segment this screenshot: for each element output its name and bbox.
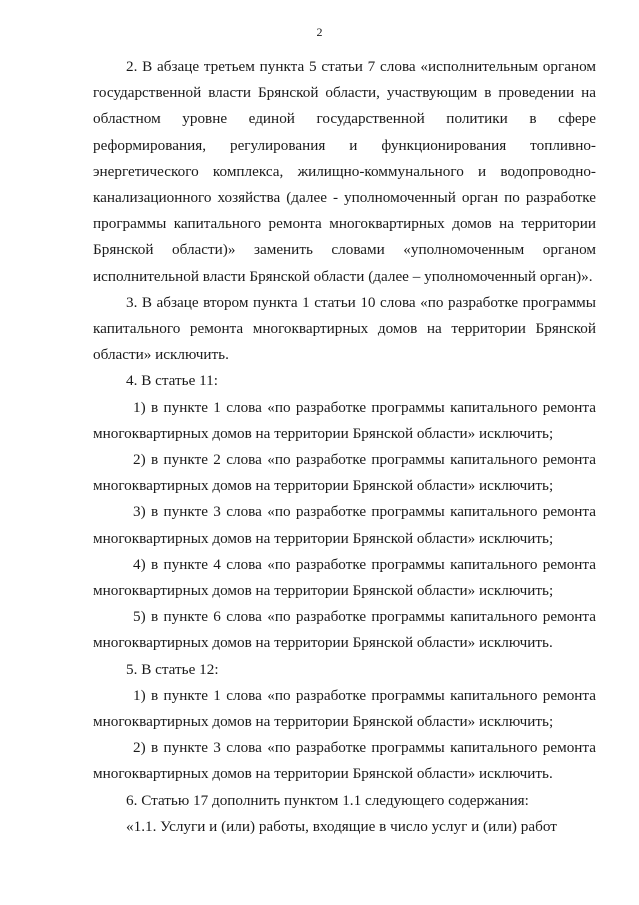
subparagraph-4-3: 3) в пункте 3 слова «по разработке программы капитального ремонта многоквартирных домов на территории Брянской области» исключить; <box>93 503 596 547</box>
subparagraph-4-5: 5) в пункте 6 слова «по разработке программы капитального ремонта многоквартирных домов на территории Брянской области» исключить. <box>93 608 596 652</box>
subparagraph-4-1: 1) в пункте 1 слова «по разработке программы капитального ремонта многоквартирных домов на территории Брянской области» исключить; <box>93 398 596 442</box>
paragraph-item-2: 2. В абзаце третьем пункта 5 статьи 7 слова «исполнительным органом государственной власти Брянской области, участвующим в проведении на областном уровне единой государственной политики в сфере реформирования, регулирования и функционирования топливно-энергетического комплекса, жилищно-коммунального и водопроводно-канализационного хозяйства (далее - уполномоченный орган по разработке программы капитального ремонта многоквартирных домов на территории Брянской области)» заменить словами «уполномоченным органом исполнительной власти Брянской области (далее – уполномоченный орган)». <box>93 58 596 285</box>
paragraph-item-4-heading: 4. В статье 11: <box>126 372 218 390</box>
paragraph-item-5-heading: 5. В статье 12: <box>126 660 219 678</box>
page-number: 2 <box>316 25 323 39</box>
document-body <box>93 54 596 840</box>
subparagraph-4-2: 2) в пункте 2 слова «по разработке программы капитального ремонта многоквартирных домов на территории Брянской области» исключить; <box>93 451 596 495</box>
subparagraph-4-4: 4) в пункте 4 слова «по разработке программы капитального ремонта многоквартирных домов на территории Брянской области» исключить; <box>93 555 596 600</box>
paragraph-item-3: 3. В абзаце втором пункта 1 статьи 10 слова «по разработке программы капитального ремонта многоквартирных домов на территории Брянской области» исключить. <box>93 293 596 364</box>
quoted-clause-start: «1.1. Услуги и (или) работы, входящие в число услуг и (или) работ <box>126 817 557 835</box>
paragraph-item-6: 6. Статью 17 дополнить пунктом 1.1 следующего содержания: <box>126 791 529 809</box>
subparagraph-5-1: 1) в пункте 1 слова «по разработке программы капитального ремонта многоквартирных домов на территории Брянской области» исключить; <box>93 686 596 731</box>
subparagraph-5-2: 2) в пункте 3 слова «по разработке программы капитального ремонта многоквартирных домов на территории Брянской области» исключить. <box>93 739 596 783</box>
